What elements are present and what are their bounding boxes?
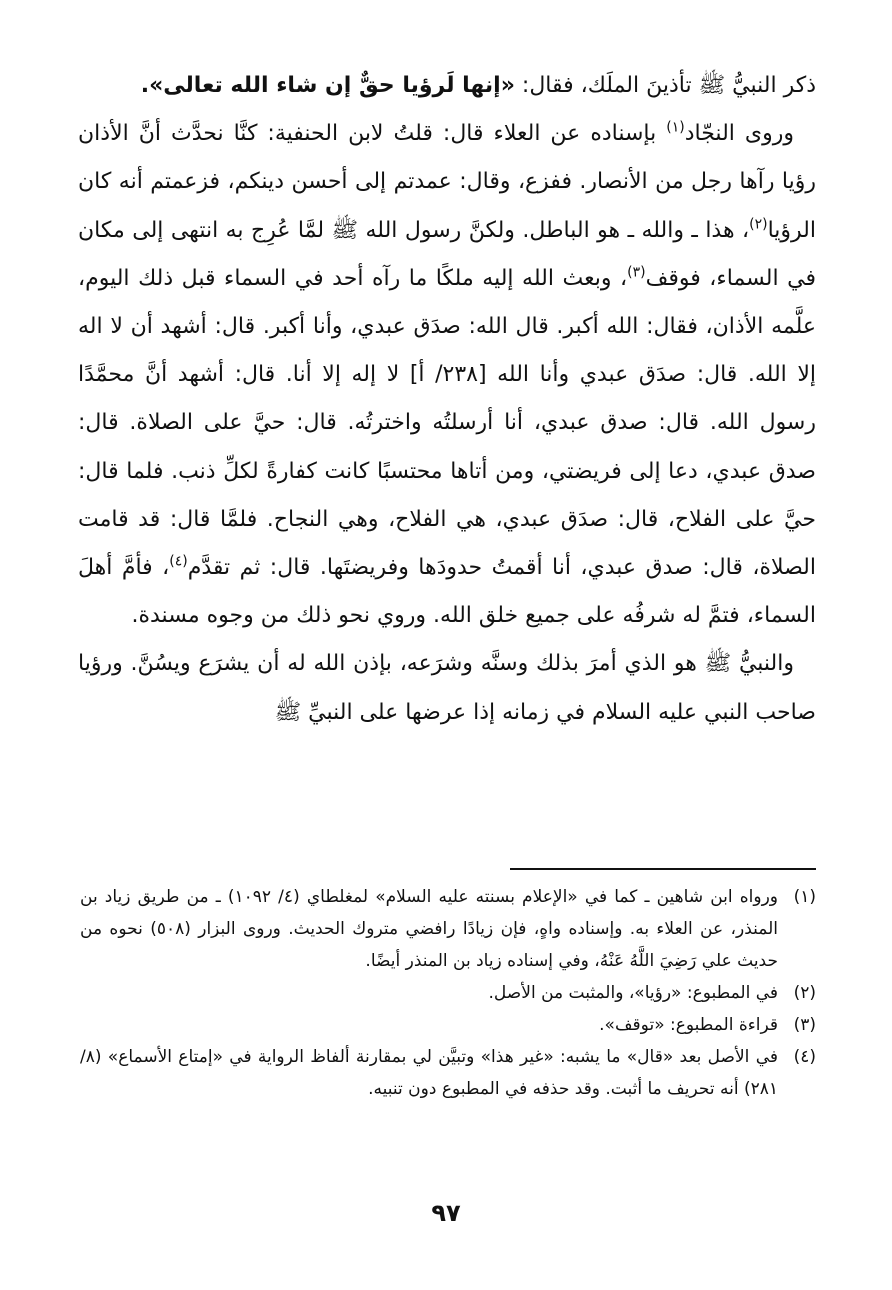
paragraph-2-text-c: ، هذا ـ والله ـ هو الباطل. ولكنَّ رسول الله ﷺ لمَّا عُرِج به انتهى إلى مكان في السماء، فوقف [78, 217, 816, 291]
footnotes [80, 881, 816, 1105]
footnote-number: (٢) [793, 983, 816, 1003]
footnote-ref-3[interactable]: (٣) [627, 264, 646, 281]
paragraph-2-text-d: ، وبعث الله إليه ملكًا ما رآه أحد في السماء قبل ذلك اليوم، علَّمه الأذان، فقال: الله أكبر. قال الله: صدَق عبدي، وأنا أكبر. قال: أشهد أن لا اله إلا الله. قال: صدَق عبدي وأنا الله [٢٣٨/ أ] لا إله إلا أنا. قال: أشهد أنَّ محمَّدًا رسول الله. قال: صدق عبدي، أنا أرسلتُه واخترتُه. قال: حيَّ على الصلاة. قال: صدق عبدي، دعا إلى فريضتي، ومن أتاها محتسبًا كانت كفارةً لكلِّ ذنب. فلما قال: حيَّ على الفلاح، قال: صدَق عبدي، هي الفلاح، وهي النجاح. فلمَّا قال: قد قامت الصلاة، قال: صدق عبدي، أنا أقمتُ حدودَها وفريضتَها. قال: ثم تقدَّم [78, 265, 816, 581]
paragraph-1 [78, 62, 816, 110]
paragraph-2-text-a: وروى النجّاد [684, 121, 794, 147]
footnote-text: ورواه ابن شاهين ـ كما في «الإعلام بسنته عليه السلام» لمغلطاي (٤/ ١٠٩٢) ـ من طريق زياد بن المنذر، عن العلاء به. وإسناده واهٍ، فإن زيادًا رافضي متروك الحديث. وروى البزار (٥٠٨) نحوه من حديث علي رَضِيَ اللَّهُ عَنْهُ، وفي إسناده زياد بن المنذر أيضًا. [80, 887, 778, 971]
paragraph-3: والنبيُّ ﷺ هو الذي أمرَ بذلك وسنَّه وشرَعه، بإذن الله له أن يشرَع ويسُنَّ. ورؤيا صاحب النبي عليه السلام في زمانه إذا عرضها على النبيِّ ﷺ [78, 651, 816, 725]
footnote-4 [80, 1041, 816, 1105]
footnote-divider [510, 868, 816, 870]
footnote-text: في الأصل بعد «قال» ما يشبه: «غير هذا» وتبيَّن لي بمقارنة ألفاظ الرواية في «إمتاع الأسماع» (٨/ ٢٨١) أنه تحريف ما أثبت. وقد حذفه في المطبوع دون تنبيه. [80, 1047, 778, 1099]
footnote-number: (٤) [793, 1047, 816, 1067]
paragraph-2-text-b: بإسناده عن العلاء قال: قلتُ لابن الحنفية: كنَّا نحدَّث أنَّ الأذان رؤيا رآها رجل من الأنصار. ففزع، وقال: عمدتم إلى أحسن دينكم، فزعمتم أنه كان الرؤيا [78, 121, 816, 243]
main-text [78, 62, 816, 737]
footnote-1 [80, 881, 816, 977]
footnote-text: قراءة المطبوع: «توقف». [599, 1015, 778, 1035]
footnote-ref-2[interactable]: (٢) [749, 216, 768, 233]
paragraph-2-text-e: ، فأمَّ أهلَ السماء، فتمَّ له شرفُه على جميع خلق الله. وروي نحو ذلك من وجوه مسندة. [78, 555, 816, 629]
page-number: ٩٧ [431, 1199, 461, 1227]
paragraph-2 [78, 110, 816, 640]
footnote-ref-1[interactable]: (١) [666, 119, 685, 136]
footnote-ref-4[interactable]: (٤) [169, 553, 188, 570]
footnote-3 [80, 1009, 816, 1041]
footnote-number: (١) [793, 887, 816, 907]
paragraph-1-text: ذكر النبيُّ ﷺ تأذينَ الملَك، فقال: [514, 73, 816, 98]
footnote-number: (٣) [793, 1015, 816, 1035]
footnote-2 [80, 977, 816, 1009]
footnote-text: في المطبوع: «رؤيا»، والمثبت من الأصل. [488, 983, 778, 1003]
hadith-quote: «إنها لَرؤيا حقٌّ إن شاء الله تعالى». [140, 73, 515, 98]
